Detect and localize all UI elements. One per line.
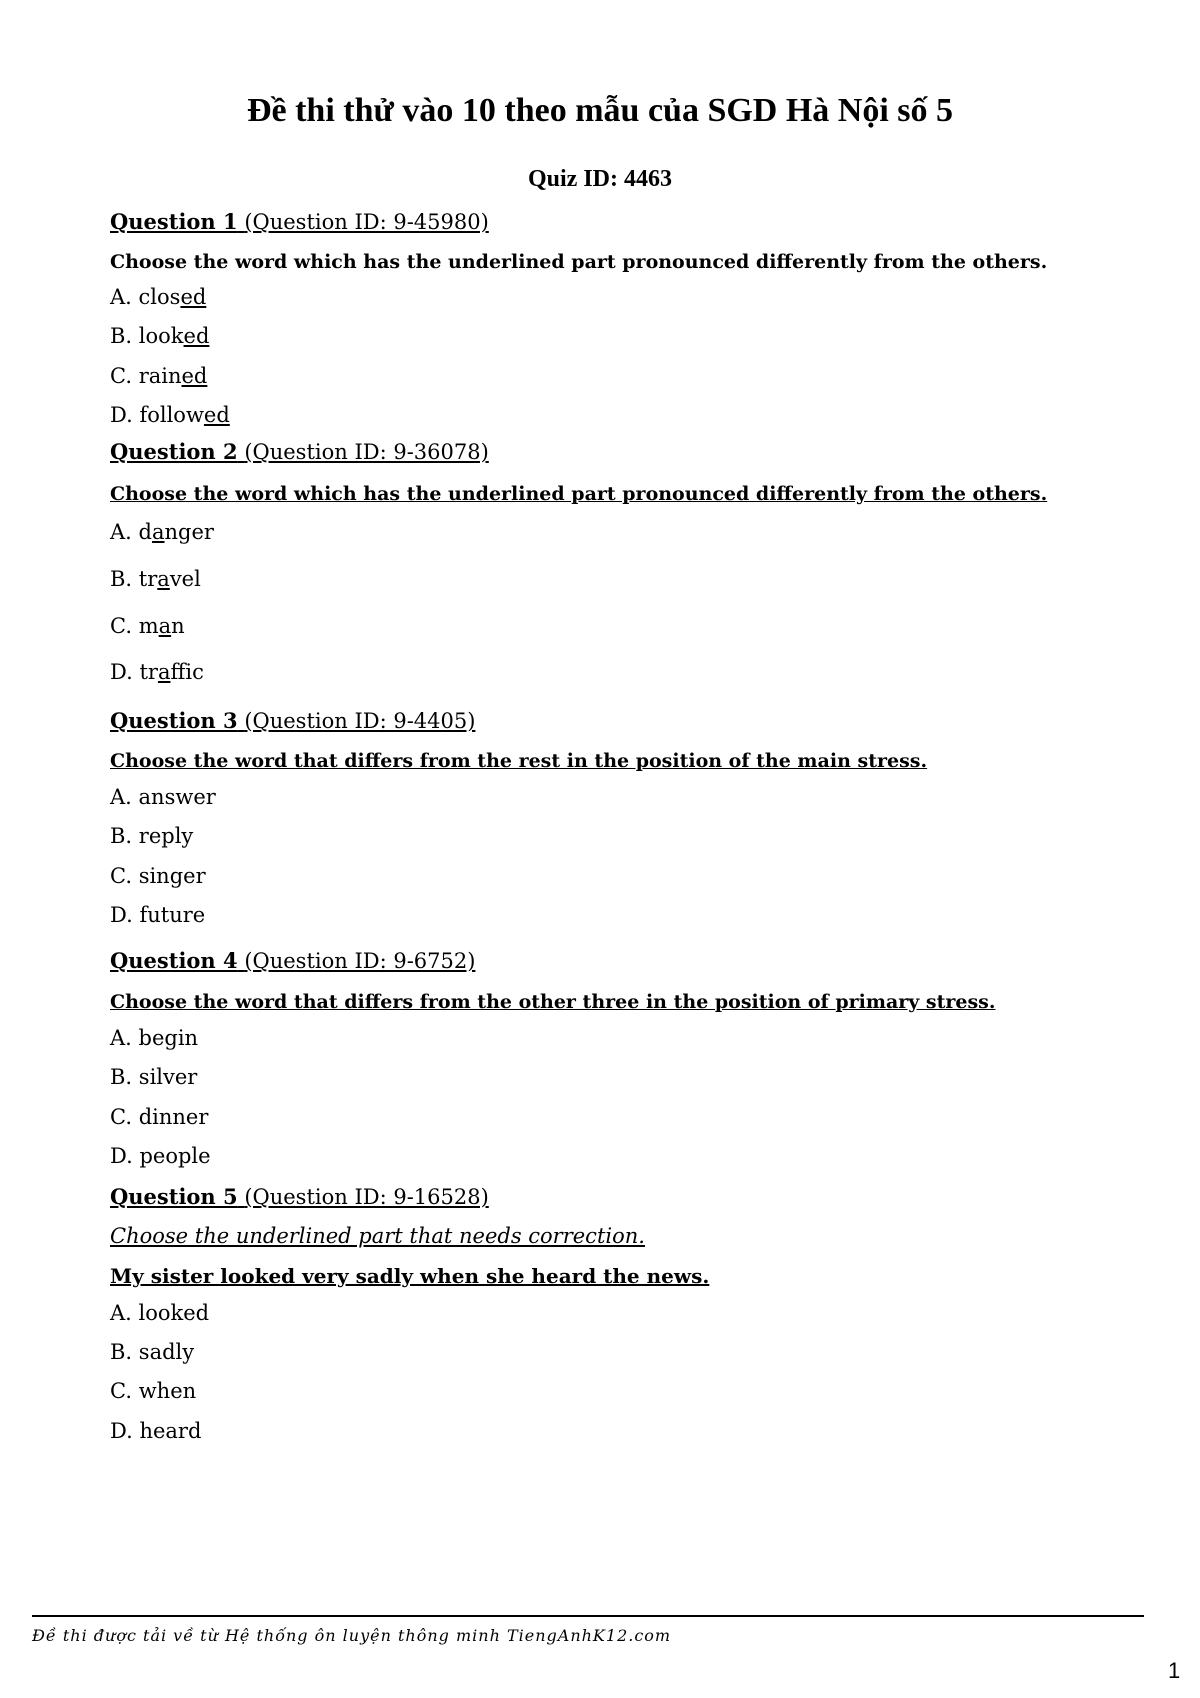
question-label: Question 4 bbox=[110, 948, 238, 973]
question-5-option-a: A. looked bbox=[110, 1301, 210, 1325]
question-1-option-c: C. rained bbox=[110, 364, 208, 388]
question-label: Question 5 bbox=[110, 1184, 238, 1209]
question-2-option-c: C. man bbox=[110, 614, 185, 638]
question-id: (Question ID: 9-4405) bbox=[244, 709, 476, 733]
question-2-option-a: A. danger bbox=[110, 520, 214, 544]
question-3-option-b: B. reply bbox=[110, 824, 194, 848]
question-5-option-b: B. sadly bbox=[110, 1340, 195, 1364]
question-4-option-d: D. people bbox=[110, 1144, 211, 1168]
question-3-header bbox=[110, 708, 475, 733]
question-1-option-b: B. looked bbox=[110, 324, 210, 348]
question-id: (Question ID: 9-36078) bbox=[244, 440, 489, 464]
question-1-option-d: D. followed bbox=[110, 403, 230, 427]
question-3-instruction: Choose the word that differs from the rest in the position of the main stress. bbox=[110, 750, 928, 772]
question-label: Question 1 bbox=[110, 209, 238, 234]
question-4-header bbox=[110, 948, 475, 973]
question-3-option-c: C. singer bbox=[110, 864, 206, 888]
question-2-option-b: B. travel bbox=[110, 567, 201, 591]
question-id: (Question ID: 9-45980) bbox=[244, 210, 489, 234]
page-number: 1 bbox=[1168, 1658, 1181, 1683]
question-1-option-a: A. closed bbox=[110, 285, 207, 309]
question-3-option-a: A. answer bbox=[110, 785, 216, 809]
question-label: Question 2 bbox=[110, 439, 238, 464]
question-5-sentence: My sister looked very sadly when she heard the news. bbox=[110, 1264, 710, 1288]
question-5-header bbox=[110, 1184, 489, 1209]
question-5-option-c: C. when bbox=[110, 1379, 197, 1403]
page-title: Đề thi thử vào 10 theo mẫu của SGD Hà Nội số 5 bbox=[246, 92, 954, 129]
question-label: Question 3 bbox=[110, 708, 238, 733]
question-2-option-d: D. traffic bbox=[110, 660, 204, 684]
question-4-option-c: C. dinner bbox=[110, 1105, 209, 1129]
question-4-option-b: B. silver bbox=[110, 1065, 198, 1089]
question-4-option-a: A. begin bbox=[110, 1026, 199, 1050]
question-id: (Question ID: 9-6752) bbox=[244, 949, 476, 973]
quiz-id: Quiz ID: 4463 bbox=[528, 166, 672, 192]
question-3-option-d: D. future bbox=[110, 903, 206, 927]
question-2-header bbox=[110, 439, 489, 464]
footer-text: Đề thi được tải về từ Hệ thống ôn luyện thông minh TiengAnhK12.com bbox=[32, 1626, 672, 1645]
question-5-instruction: Choose the underlined part that needs correction. bbox=[110, 1224, 645, 1248]
question-5-option-d: D. heard bbox=[110, 1419, 202, 1443]
footer-divider bbox=[32, 1615, 1144, 1617]
question-4-instruction: Choose the word that differs from the other three in the position of primary stress. bbox=[110, 991, 996, 1013]
question-1-header bbox=[110, 209, 489, 234]
question-id: (Question ID: 9-16528) bbox=[244, 1185, 489, 1209]
question-1-instruction: Choose the word which has the underlined part pronounced differently from the others. bbox=[110, 251, 1048, 273]
question-2-instruction: Choose the word which has the underlined part pronounced differently from the others. bbox=[110, 483, 1048, 505]
